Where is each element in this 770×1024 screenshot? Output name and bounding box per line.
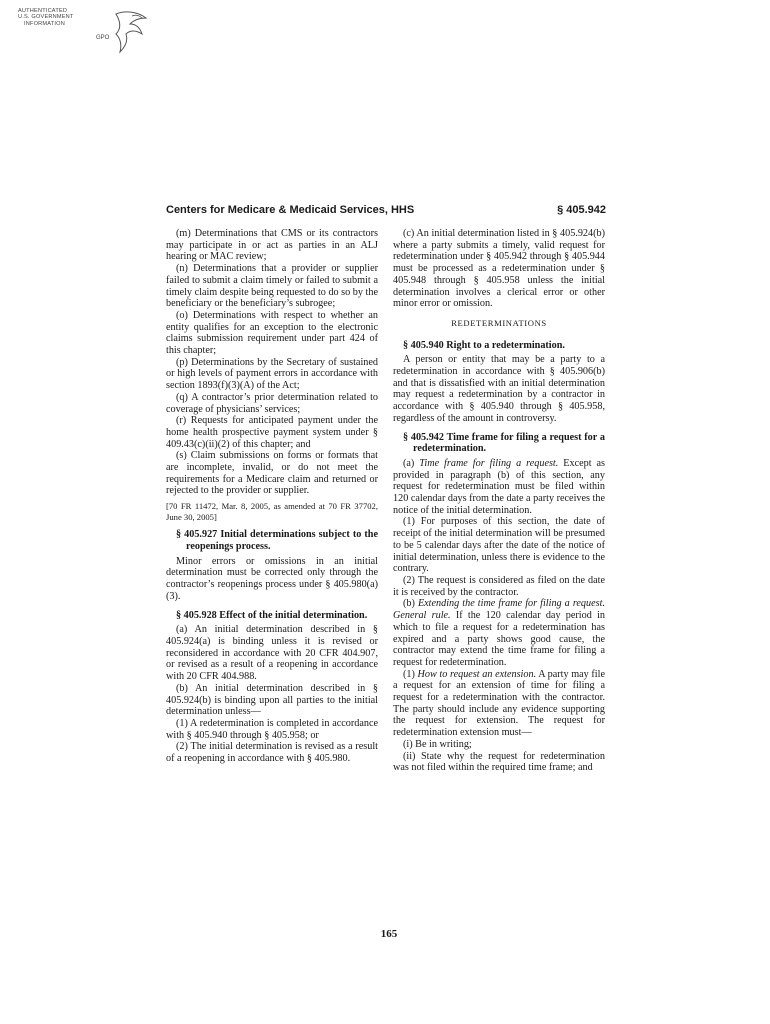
paragraph: (o) Determinations with respect to whether an entity qualifies for an exception to the electronic claims submission requirement under part 424 of this chapter; (166, 309, 378, 357)
citation: [70 FR 11472, Mar. 8, 2005, as amended at 70 FR 37702, June 30, 2005] (166, 501, 378, 522)
paragraph: (p) Determinations by the Secretary of sustained or high levels of payment errors in accordance with section 1893(f)(3)(A) of the Act; (166, 356, 378, 392)
paragraph: (a) An initial determination described in § 405.924(a) is binding unless it is revised or reconsidered in accordance with 20 CFR 404.907, or revised as a result of a reopening in accordance with 20 CFR 404.988. (166, 624, 378, 683)
para-text: A party may file a request for an extension of time for filing a request for a redetermination with the contractor. The party should include any evidence supporting the request for extension. The request for redetermination extension must— (393, 668, 605, 739)
stamp-gpo: GPO (96, 35, 110, 41)
stamp-line: INFORMATION (24, 20, 65, 27)
para-label: (1) (403, 668, 418, 680)
paragraph: A person or entity that may be a party to a redetermination in accordance with § 405.906(b) and that is dissatisfied with an initial determination may request a redetermination by a contractor in accordance with § 405.940 through § 405.958, regardless of the amount in controversy. (393, 354, 605, 424)
paragraph: (q) A contractor’s prior determination related to coverage of physicians’ services; (166, 391, 378, 415)
para-label: (a) (403, 457, 420, 469)
paragraph: (1) A redetermination is completed in accordance with § 405.940 through § 405.958; or (166, 717, 378, 741)
eagle-icon (106, 8, 156, 54)
paragraph: (2) The initial determination is revised as a result of a reopening in accordance with § 405.980. (166, 741, 378, 765)
para-text: Except as provided in paragraph (b) of this section, any request for redetermination must be filed within 120 calendar days from the date a party receives the notice of the initial determination. (393, 457, 606, 516)
section-number: § 405.942 (557, 204, 606, 216)
para-italic: Extending the time frame for filing a request. General rule. (393, 598, 605, 622)
paragraph: (s) Claim submissions on forms or formats that are incomplete, invalid, or do not meet the requirements for a Medicare claim and returned or rejected to the provider or supplier. (166, 450, 378, 497)
paragraph: (b) An initial determination described in § 405.924(b) is binding upon all parties to the initial determination unless— (166, 682, 378, 718)
stamp-line: U.S. GOVERNMENT (18, 14, 74, 21)
gpo-authentication-stamp (18, 8, 143, 56)
paragraph: (r) Requests for anticipated payment under the home health prospective payment system under § 409.43(c)(ii)(2) of this chapter; and (166, 415, 378, 450)
paragraph: (1) For purposes of this section, the date of receipt of the initial determination will be presumed to be 5 calendar days after the date of the notice of initial determination, unless there is evidence to the contrary. (393, 516, 605, 575)
section-heading: § 405.928 Effect of the initial determination. (176, 609, 368, 621)
page-number: 165 (380, 928, 398, 940)
paragraph: Minor errors or omissions in an initial determination must be corrected only through the contractor’s reopenings process under § 405.980(a)(3). (166, 555, 378, 602)
para-italic: How to request an extension. (417, 668, 537, 680)
subheading: REDETERMINATIONS (451, 317, 547, 328)
paragraph: (i) Be in writing; (403, 738, 472, 750)
agency-title: Centers for Medicare & Medicaid Services, HHS (166, 204, 415, 216)
paragraph: (n) Determinations that a provider or supplier failed to submit a claim timely or failed to submit a timely claim despite being requested to do so by the beneficiary or the beneficiary’s subrogee; (166, 263, 378, 310)
para-label: (b) (403, 598, 418, 610)
right-column (393, 228, 605, 774)
paragraph (393, 669, 605, 739)
para-italic: Time frame for filing a request. (419, 457, 559, 469)
paragraph: (c) An initial determination listed in § 405.924(b) where a party submits a timely, valid request for redetermination under § 405.942 through § 405.944 must be processed as a redetermination under § 405.948 through § 405.958 unless the initial determination involves a clerical error or other minor error or omission. (393, 228, 605, 310)
section-heading: § 405.927 Initial determinations subject to the reopenings process. (176, 529, 378, 553)
stamp-line: AUTHENTICATED (18, 8, 68, 14)
paragraph (393, 598, 605, 668)
running-head (166, 204, 606, 220)
para-text: If the 120 calendar day period in which to file a request for a redetermination has expired and a party shows good cause, the contractor may extend the time frame for filing a request for redetermination. (393, 610, 605, 668)
paragraph (393, 458, 605, 517)
section-heading: § 405.942 Time frame for filing a request for a redetermination. (403, 431, 605, 455)
paragraph: (m) Determinations that CMS or its contractors may participate in or act as parties in an ALJ hearing or MAC review; (166, 228, 378, 263)
paragraph: (ii) State why the request for redetermination was not filed within the required time frame; and (393, 750, 605, 774)
section-heading: § 405.940 Right to a redetermination. (403, 339, 565, 351)
paragraph: (2) The request is considered as filed on the date it is received by the contractor. (393, 574, 605, 598)
left-column (166, 228, 378, 765)
